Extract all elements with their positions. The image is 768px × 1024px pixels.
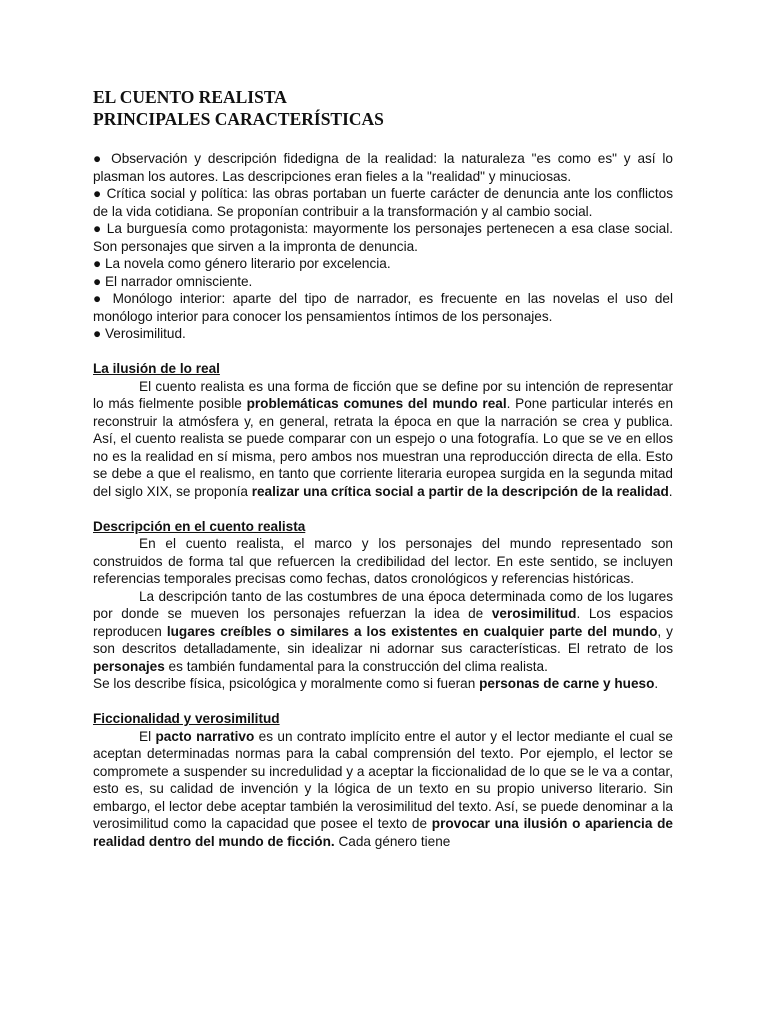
section-heading-ilusion: La ilusión de lo real	[93, 361, 220, 376]
bullet-novela: ● La novela como género literario por excelencia.	[93, 256, 391, 271]
bullet-critica: ● Crítica social y política: las obras portaban un fuerte carácter de denuncia ante los conflictos de la vida cotidiana. Se proponían contribuir a la transformación y al cambio social.	[93, 186, 673, 219]
characteristics-list	[93, 150, 673, 343]
title-line-1: EL CUENTO REALISTA	[93, 87, 287, 107]
document-body	[93, 150, 673, 850]
document-title	[93, 86, 673, 130]
section-heading-descripcion: Descripción en el cuento realista	[93, 518, 306, 534]
section-heading-ficcionalidad: Ficcionalidad y verosimilitud	[93, 711, 280, 726]
bullet-observacion: ● Observación y descripción fidedigna de la realidad: la naturaleza "es como es" y así lo plasman los autores. Las descripciones eran fieles a la "realidad" y minuciosas.	[93, 151, 673, 184]
bullet-narrador: ● El narrador omnisciente.	[93, 273, 253, 289]
paragraph-ficcionalidad: El pacto narrativo es un contrato implícito entre el autor y el lector mediante el cual se aceptan determinadas normas para la cabal comprensión del texto. Por ejemplo, el lector se compromete a suspender su incredulidad y a aceptar la ficcionalidad de lo que se le va a contar, esto es, su calidad de invención y la lógica de un texto en su propio universo literario. Sin embargo, el lector debe aceptar también la verosimilitud del texto. Así, se puede denominar a la verosimilitud como la capacidad que posee el texto de provocar una ilusión o apariencia de realidad dentro del mundo de ficción. Cada género tiene	[93, 728, 673, 849]
paragraph-descripcion-2: La descripción tanto de las costumbres de una época determinada como de los lugares por donde se mueven los personajes refuerzan la idea de verosimilitud. Los espacios reproducen lugares creíbles o similares a los existentes en cualquier parte del mundo, y son descritos detalladamente, sin idealizar ni adornar sus características. El retrato de los personajes es también fundamental para la construcción del clima realista.	[93, 588, 673, 674]
bullet-burguesia: ● La burguesía como protagonista: mayormente los personajes pertenecen a esa clase social. Son personajes que sirven a la impronta de denuncia.	[93, 221, 673, 254]
paragraph-descripcion-1: En el cuento realista, el marco y los personajes del mundo representado son construidos de forma tal que refuercen la credibilidad del lector. En este sentido, se incluyen referencias temporales precisas como fechas, datos cronológicos y referencias históricas.	[93, 536, 673, 586]
paragraph-descripcion-3: Se los describe física, psicológica y moralmente como si fueran personas de carne y hueso.	[93, 676, 659, 691]
title-line-2: PRINCIPALES CARACTERÍSTICAS	[93, 109, 384, 129]
bullet-monologo: ● Monólogo interior: aparte del tipo de narrador, es frecuente en las novelas el uso del monólogo interior para conocer los pensamientos íntimos de los personajes.	[93, 291, 673, 324]
bullet-verosimilitud: ● Verosimilitud.	[93, 326, 186, 341]
paragraph-ilusion: El cuento realista es una forma de ficción que se define por su intención de representar lo más fielmente posible problemáticas comunes del mundo real. Pone particular interés en reconstruir la atmósfera y, en general, retrata la época en que la narración se crea y publica. Así, el cuento realista se puede comparar con un espejo o una fotografía. Lo que se ve en ellos no es la realidad en sí misma, pero ambos nos muestran una reproducción directa de ella. Esto se debe a que el realismo, en tanto que corriente literaria europea surgida en la segunda mitad del siglo XIX, se proponía realizar una crítica social a partir de la descripción de la realidad.	[93, 378, 673, 499]
